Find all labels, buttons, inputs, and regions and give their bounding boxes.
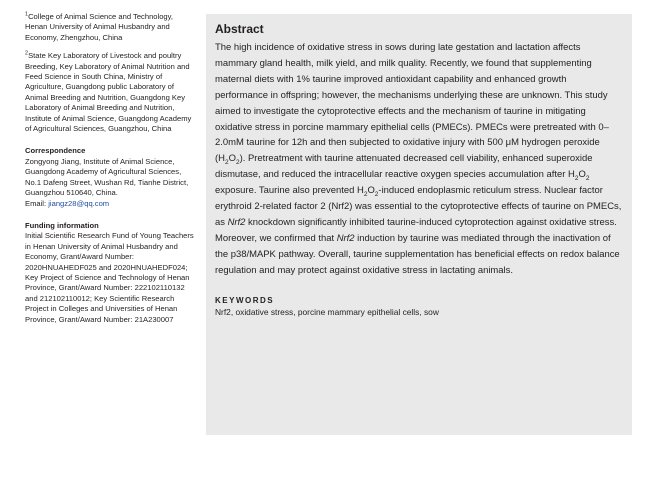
affiliation-2 xyxy=(25,51,195,134)
keywords-text: Nrf2, oxidative stress, porcine mammary epithelial cells, sow xyxy=(215,306,439,317)
correspondence-heading: Correspondence xyxy=(25,146,86,156)
keywords-heading: KEYWORDS xyxy=(215,295,275,305)
affiliation-2-marker: 2 xyxy=(25,50,29,57)
affiliation-2-text: State Key Laboratory of Livestock and poultry Breeding, Key Laboratory of Animal Nutrition and Feed Science in South China, Ministry of Agriculture, Guangdong public Laboratory of Animal Breeding and Nutrition, Guangdong Key Laboratory of Animal Breeding and Nutrition, Institute of Animal Science, Guangdong Academy of Agricultural Sciences, Guangzhou, China xyxy=(25,51,192,134)
funding-heading: Funding information xyxy=(25,220,99,230)
correspondence-block xyxy=(25,146,195,208)
funding-block xyxy=(25,221,195,325)
left-sidebar xyxy=(25,12,195,333)
email-label: Email: xyxy=(25,198,49,208)
affiliation-1-marker: 1 xyxy=(25,11,29,18)
funding-text: Initial Scientific Research Fund of Young Teachers in Henan University of Animal Husbandry and Economy, Grant/Award Number: 2020HNUAHEDF025 and 2020HNUAHEDF024; Key Project of Science and Technology of Henan Province, Grant/Award Number: 222102110132 and 212102110012; Key Scientific Research Project in Colleges and Universities of Henan Province, Grant/Award Number: 21A230007 xyxy=(25,231,194,324)
abstract-box xyxy=(206,14,632,435)
affiliation-1 xyxy=(25,12,195,43)
email-link[interactable]: jiangz28@qq.com xyxy=(48,198,110,208)
affiliation-1-text: College of Animal Science and Technology, Henan University of Animal Husbandry and Economy, Zhengzhou, China xyxy=(25,12,173,42)
correspondence-text: Zongyong Jiang, Institute of Animal Science, Guangdong Academy of Agricultural Sciences, No.1 Dafeng Street, Wushan Rd, Tianhe District, Guangzhou 510640, China. xyxy=(25,156,189,198)
abstract-title: Abstract xyxy=(215,22,264,36)
abstract-text: The high incidence of oxidative stress in sows during late gestation and lactation affects mammary gland health, milk yield, and milk quality. Recently, we found that supplementing maternal diets with 1% taurine improved antioxidant capability and enhanced growth performance in offspring; however, the mechanisms underlying these are unknown. This study aimed to investigate the cytoprotective effects and the mechanism of taurine in mitigating oxidative stress in porcine mammary epithelial cells (PMECs). PMECs were pretreated with 0–2.0mM taurine for 12h and then subjected to oxidative injury with 500 μM hydrogen peroxide $(H_2O_2)$. Pretreatment with taurine attenuated decreased cell viability, enhanced superoxide dismutase, and reduced the intracellular reactive oxygen species accumulation after $H_2O_2$ exposure. Taurine also prevented $H_2O_2$-induced endoplasmic reticulum stress. Nuclear factor erythroid 2-related factor 2 (Nrf2) was essential to the cytoprotective effects of taurine on PMECs, as Nrf2 knockdown significantly inhibited taurine-induced cytoprotection against oxidative stress. Moreover, we confirmed that Nrf2 induction by taurine was mediated through the inactivation of the p38/MAPK pathway. Overall, taurine supplementation has beneficial effects on redox balance regulation and may protect against oxidative stress in lactating animals. xyxy=(215,42,622,276)
